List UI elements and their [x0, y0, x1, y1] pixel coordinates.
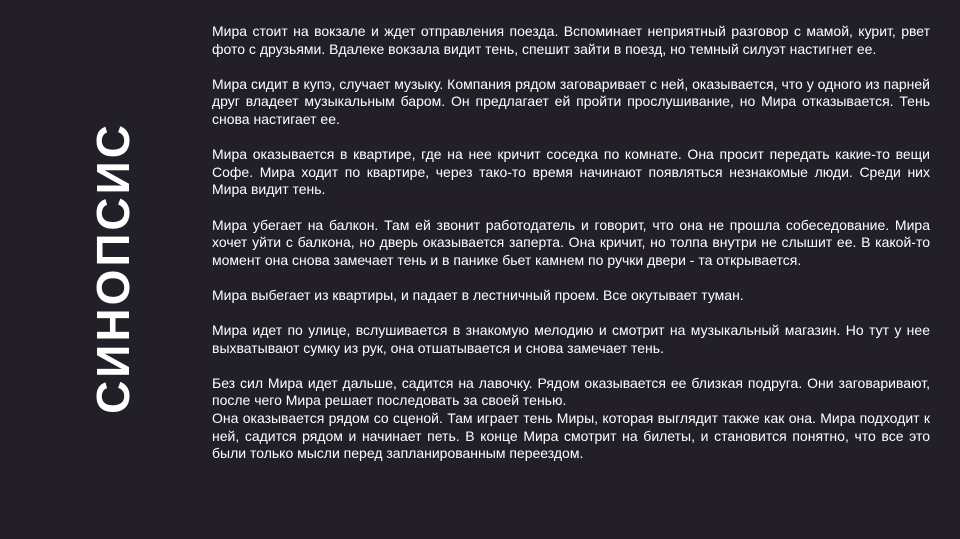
paragraph: Мира выбегает из квартиры, и падает в лестничный проем. Все окутывает туман. [212, 286, 744, 303]
paragraph: Мира идет по улице, вслушивается в знакомую мелодию и смотрит на музыкальный магазин. Но тут у нее выхватывают сумку из рук, она отшатывается и снова замечает тень. [212, 322, 930, 356]
paragraph: Мира стоит на вокзале и ждет отправления поезда. Вспоминает неприятный разговор с мамой, курит, рвет фото с друзьями. Вдалеке вокзала видит тень, спешит зайти в поезд, но темный силуэт настигнет ее. [212, 23, 930, 57]
synopsis-text [212, 23, 930, 463]
paragraph: Без сил Мира идет дальше, садится на лавочку. Рядом оказывается ее близкая подруга. Они заговаривают, после чего Мира решает последовать за своей тенью. [212, 374, 930, 409]
vertical-title: СИНОПСИС [87, 122, 139, 414]
paragraph: Мира оказывается в квартире, где на нее кричит соседка по комнате. Она просит передать какие-то вещи Софе. Мира ходит по квартире, через тако-то время начинают появляться незнакомые люди. Среди них Мира видит тень. [212, 146, 930, 198]
paragraph: Она оказывается рядом со сценой. Там играет тень Миры, которая выглядит также как она. Мира подходит к ней, садится рядом и начинает петь. В конце Мира смотрит на билеты, и становится понятно, что все это были только мысли перед запланированным переездом. [212, 410, 930, 462]
paragraph: Мира убегает на балкон. Там ей звонит работодатель и говорит, что она не прошла собеседование. Мира хочет уйти с балкона, но дверь оказывается заперта. Она кричит, но толпа внутри не слышит ее. В какой-то момент она снова замечает тень и в панике бьет камнем по ручки двери - та открывается. [212, 216, 930, 268]
paragraph: Мира сидит в купэ, случает музыку. Компания рядом заговаривает с ней, оказывается, что у одного из парней друг владеет музыкальным баром. Он предлагает ей пройти прослушивание, но Мира отказывается. Тень снова настигает ее. [212, 75, 930, 127]
